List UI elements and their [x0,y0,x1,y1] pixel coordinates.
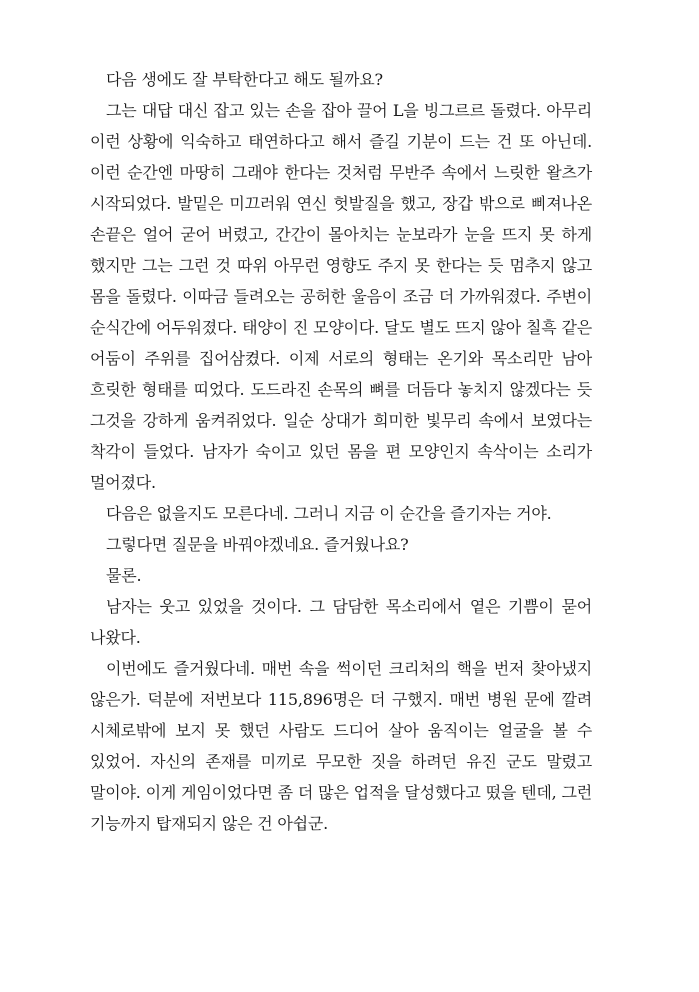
paragraph: 다음 생에도 잘 부탁한다고 해도 될까요? [106,70,383,89]
paragraph: 이번에도 즐거웠다네. 매번 속을 썩이던 크리처의 핵을 번저 찾아냈지 않은가. 덕분에 저번보다 115,896명은 더 구했지. 매번 병원 문에 깔려 시체로밖에 보지 못 했던 사람도 드디어 살아 움직이는 얼굴을 볼 수 있었어. 자신의 존재를 미끼로 무모한 짓을 하려던 유진 군도 말렸고 말이야. 이게 게임이었다면 좀 더 많은 업적을 달성했다고 떴을 텐데, 그런 기능까지 탑재되지 않은 건 아쉽군. [90,659,592,833]
document-page [90,64,592,839]
paragraph: 남자는 웃고 있었을 것이다. 그 담담한 목소리에서 옅은 기쁨이 묻어 나왔다. [90,597,592,647]
paragraph: 다음은 없을지도 모른다네. 그러니 지금 이 순간을 즐기자는 거야. [106,504,552,523]
paragraph: 그렇다면 질문을 바꿔야겠네요. 즐거웠나요? [106,535,409,554]
paragraph: 그는 대답 대신 잡고 있는 손을 잡아 끌어 L을 빙그르르 돌렸다. 아무리 이런 상황에 익숙하고 태연하다고 해서 즐길 기분이 드는 건 또 아닌데. 이런 순간엔 마땅히 그래야 한다는 것처럼 무반주 속에서 느릿한 왈츠가 시작되었다. 발밑은 미끄러워 연신 헛발질을 했고, 장갑 밖으로 삐져나온 손끝은 얼어 굳어 버렸고, 간간이 몰아치는 눈보라가 눈을 뜨지 못 하게 했지만 그는 그런 것 따위 아무런 영향도 주지 못 한다는 듯 멈추지 않고 몸을 돌렸다. 이따금 들려오는 공허한 울음이 조금 더 가까워졌다. 주변이 순식간에 어두워졌다. 태양이 진 모양이다. 달도 별도 뜨지 않아 칠흑 같은 어둠이 주위를 집어삼켰다. 이제 서로의 형태는 온기와 목소리만 남아 흐릿한 형태를 띠었다. 도드라진 손목의 뼈를 더듬다 놓치지 않겠다는 듯 그것을 강하게 움켜쥐었다. 일순 상대가 희미한 빛무리 속에서 보였다는 착각이 들었다. 남자가 숙이고 있던 몸을 편 모양인지 속삭이는 소리가 멀어졌다. [90,101,592,492]
paragraph: 물론. [106,566,142,585]
